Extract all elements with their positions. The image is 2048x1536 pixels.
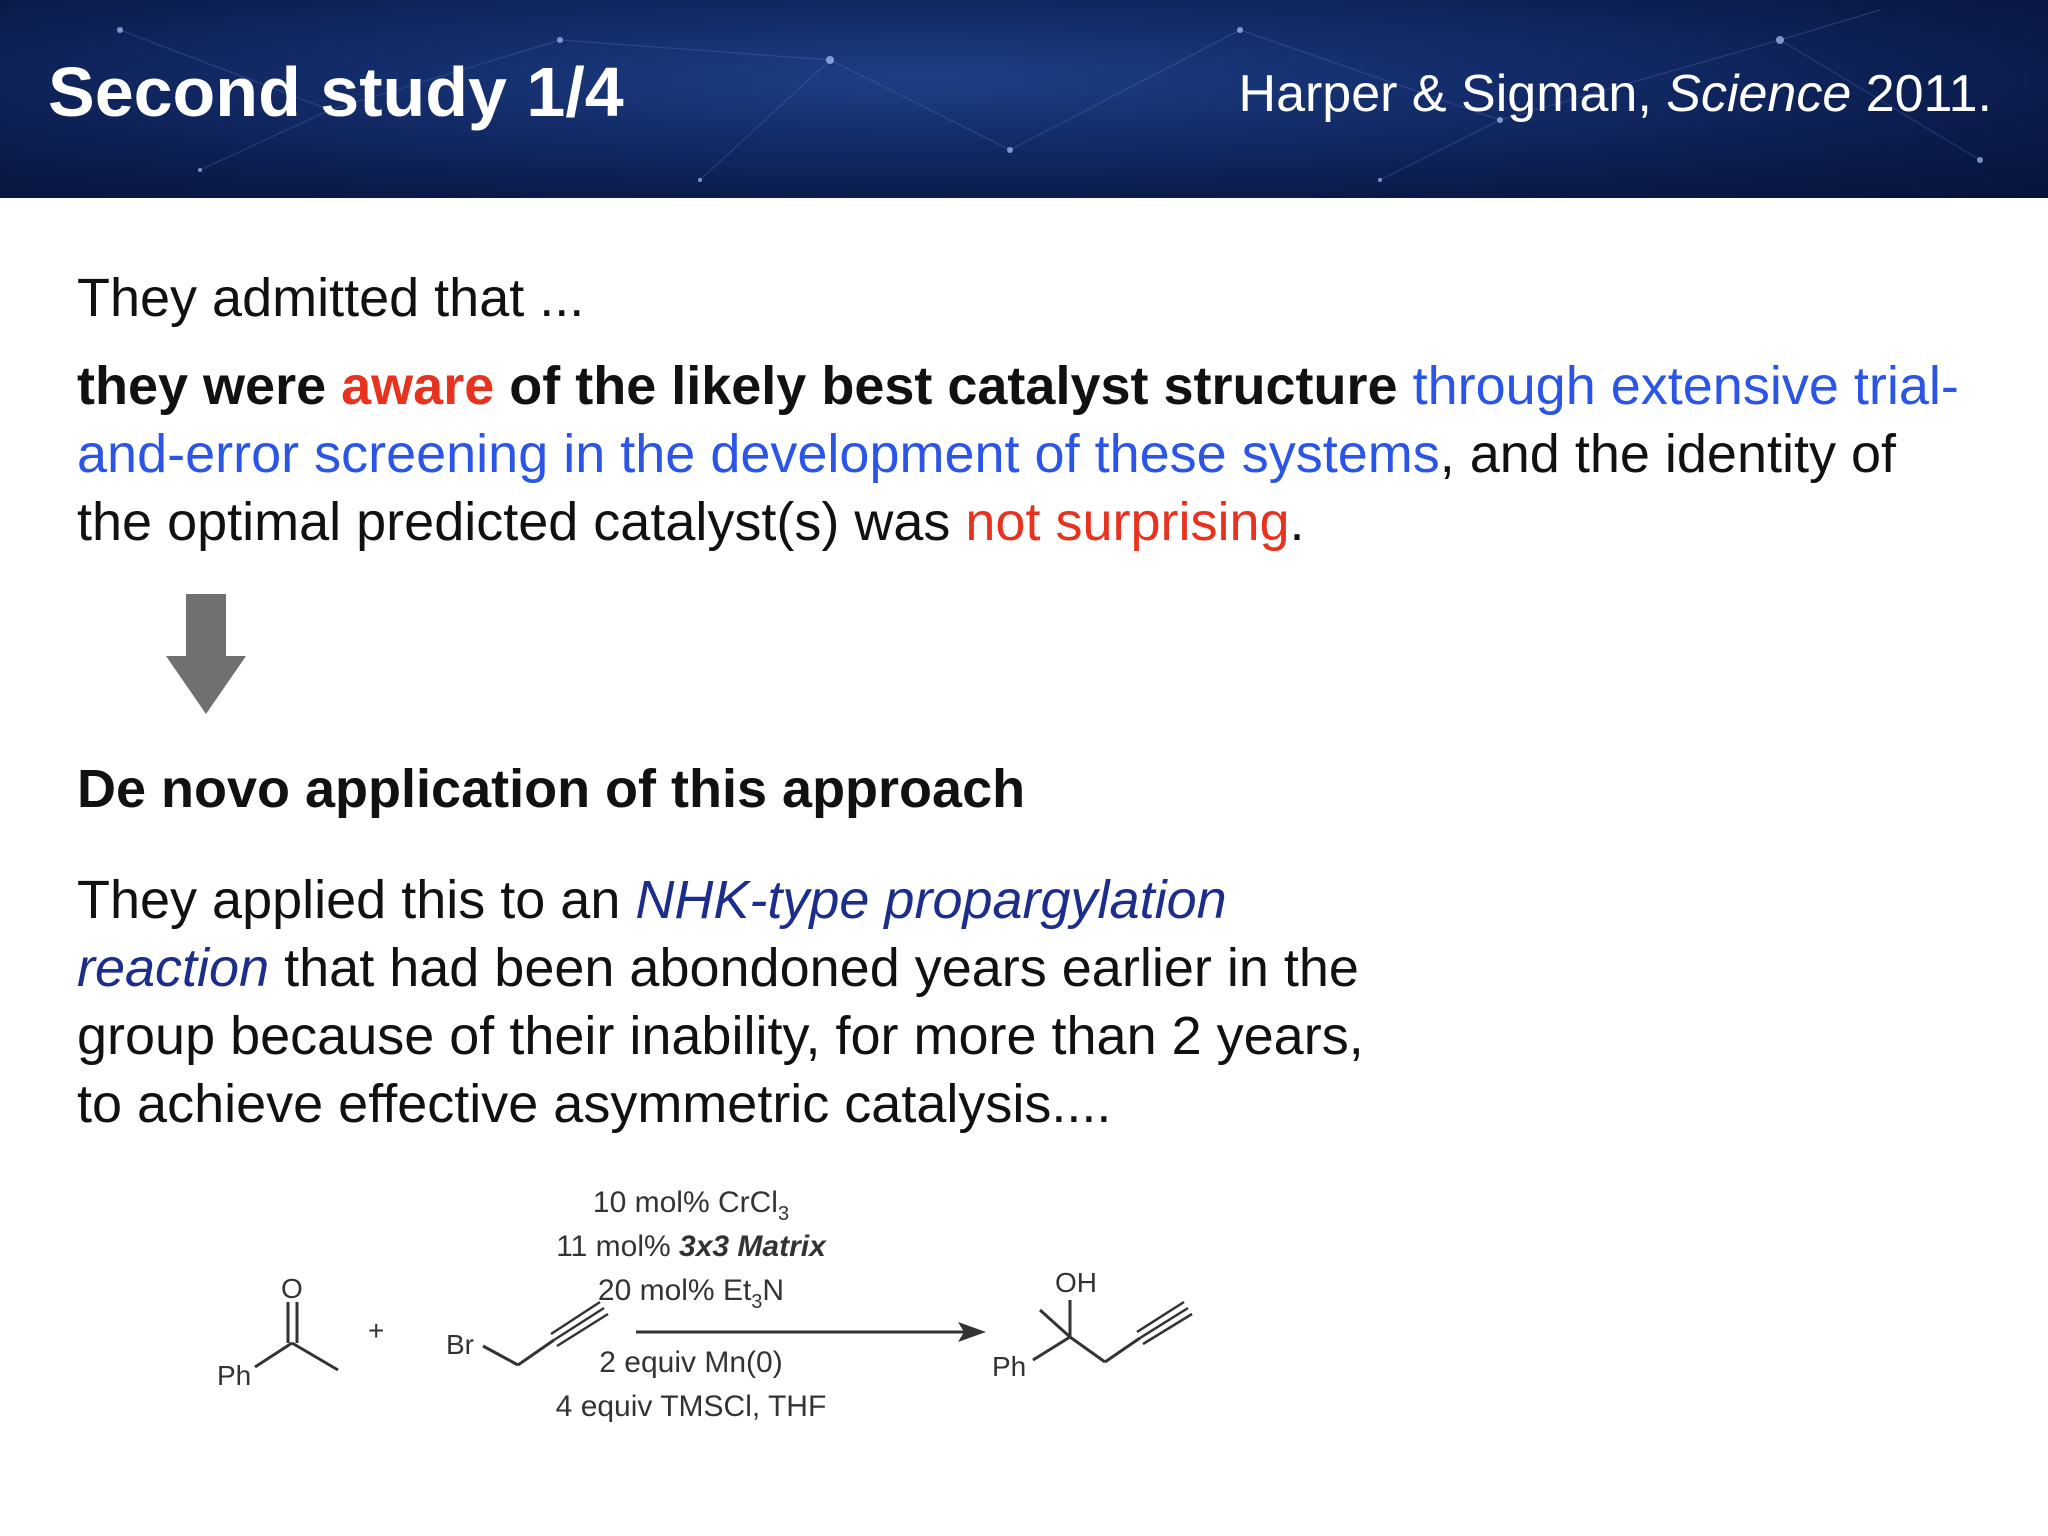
plus-sign: + — [368, 1315, 385, 1346]
citation-journal: Science — [1666, 65, 1852, 123]
para1-not-surprising: not surprising — [965, 492, 1290, 552]
product-ph-label: Ph — [992, 1351, 1027, 1382]
reactant1-ph-label: Ph — [217, 1360, 252, 1391]
para2-seg3: that had been abondoned years earlier in the group because of their inability, for more than 2 years, to achieve effective asymmetric catalysis.... — [77, 938, 1364, 1134]
condition-et3n: 20 mol% $Et_3N$ — [597, 1274, 785, 1313]
section-heading: De novo application of this approach — [77, 759, 1026, 819]
header-banner — [0, 0, 2048, 198]
intro-text: They admitted that ... — [77, 268, 585, 328]
admission-paragraph — [77, 352, 1977, 556]
para1-aware: aware — [341, 356, 495, 416]
citation-authors: Harper & Sigman, — [1238, 65, 1652, 123]
condition-matrix: 11 mol% 3x3 Matrix — [556, 1230, 826, 1263]
condition-tmscl: 4 equiv TMSCl, THF — [555, 1390, 827, 1423]
para2-reaction: NHK-type propargylation reaction — [77, 870, 1227, 998]
citation-year: 2011. — [1865, 65, 1992, 123]
para1-seg3: of the likely best catalyst structure — [494, 356, 1398, 416]
reactant-ketone — [217, 1273, 338, 1391]
citation — [1239, 64, 1992, 124]
reactant2-br-label: Br — [446, 1329, 474, 1360]
para1-seg8: . — [1289, 492, 1305, 552]
para1-screening: through extensive trial-and-error screening in the development of these systems — [77, 356, 1959, 484]
product-oh-label: OH — [1055, 1267, 1097, 1298]
reactant1-oxygen-label: O — [281, 1273, 303, 1304]
reaction-conditions — [556, 1186, 986, 1423]
down-arrow-icon — [166, 594, 246, 714]
application-paragraph — [77, 866, 1377, 1138]
condition-crcl3: 10 mol% CrCl$_3$ — [592, 1186, 790, 1225]
para1-seg1: they were — [77, 356, 342, 416]
condition-mn: 2 equiv Mn(0) — [599, 1346, 783, 1379]
para2-seg1: They applied this to an — [77, 870, 636, 930]
para1-seg6: , and the identity of the optimal predicted catalyst(s) was — [77, 424, 1897, 552]
slide-title: Second study 1/4 — [48, 53, 624, 131]
reactant-propargyl-bromide — [446, 1302, 608, 1365]
product-alcohol — [992, 1267, 1192, 1382]
para1-seg4 — [1398, 356, 1413, 416]
reaction-scheme — [200, 1180, 1260, 1440]
